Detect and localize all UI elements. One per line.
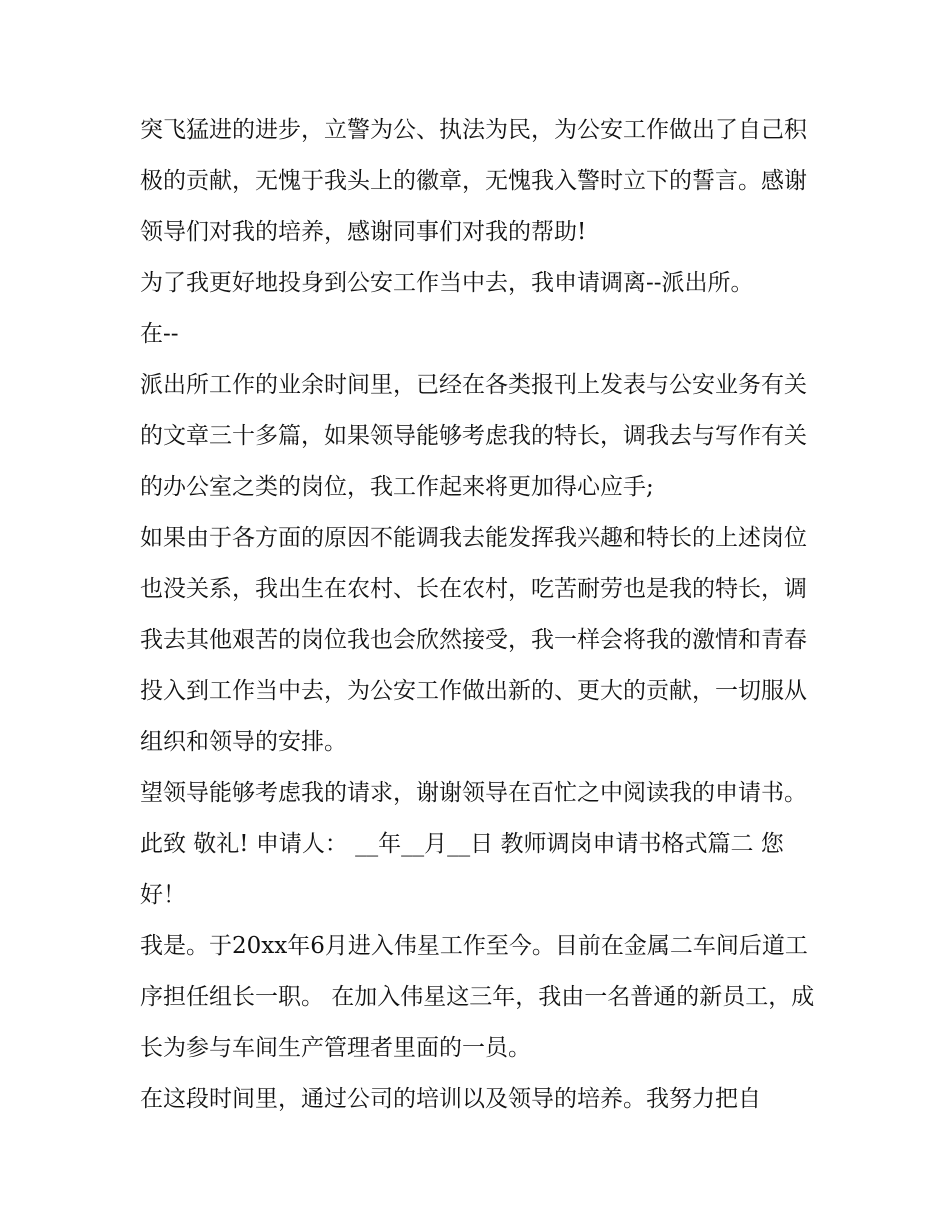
paragraph-7: 我是。于20xx年6月进入伟星工作至今。目前在金属二车间后道工序担任组长一职。 在加入伟星这三年，我由一名普通的新员工，成长为参与车间生产管理者里面的一员。 [140,933,815,1061]
paragraph-2: 为了我更好地投身到公安工作当中去，我申请调离--派出所。 [140,270,754,296]
paragraph-1: 突飞猛进的进步，立警为公、执法为民，为公安工作做出了自己积极的贡献，无愧于我头上的徽章，无愧我入警时立下的誓言。感谢领导们对我的培养，感谢同事们对我的帮助! [140,117,807,245]
paragraph-8: 在这段时间里，通过公司的培训以及领导的培养。我努力把自 [140,1086,761,1112]
document-body [140,105,820,1125]
paragraph-3: 在-- [140,321,179,347]
paragraph-6: 望领导能够考虑我的请求，谢谢领导在百忙之中阅读我的申请书。 此致 敬礼! 申请人： __年__月__日 教师调岗申请书格式篇二 您好！ [140,780,807,908]
paragraph-4: 派出所工作的业余时间里，已经在各类报刊上发表与公安业务有关的文章三十多篇，如果领导能够考虑我的特长，调我去与写作有关的办公室之类的岗位，我工作起来将更加得心应手; [140,372,807,500]
paragraph-5: 如果由于各方面的原因不能调我去能发挥我兴趣和特长的上述岗位也没关系，我出生在农村、长在农村，吃苦耐劳也是我的特长，调我去其他艰苦的岗位我也会欣然接受，我一样会将我的激情和青春投入到工作当中去，为公安工作做出新的、更大的贡献，一切服从组织和领导的安排。 [140,525,807,755]
